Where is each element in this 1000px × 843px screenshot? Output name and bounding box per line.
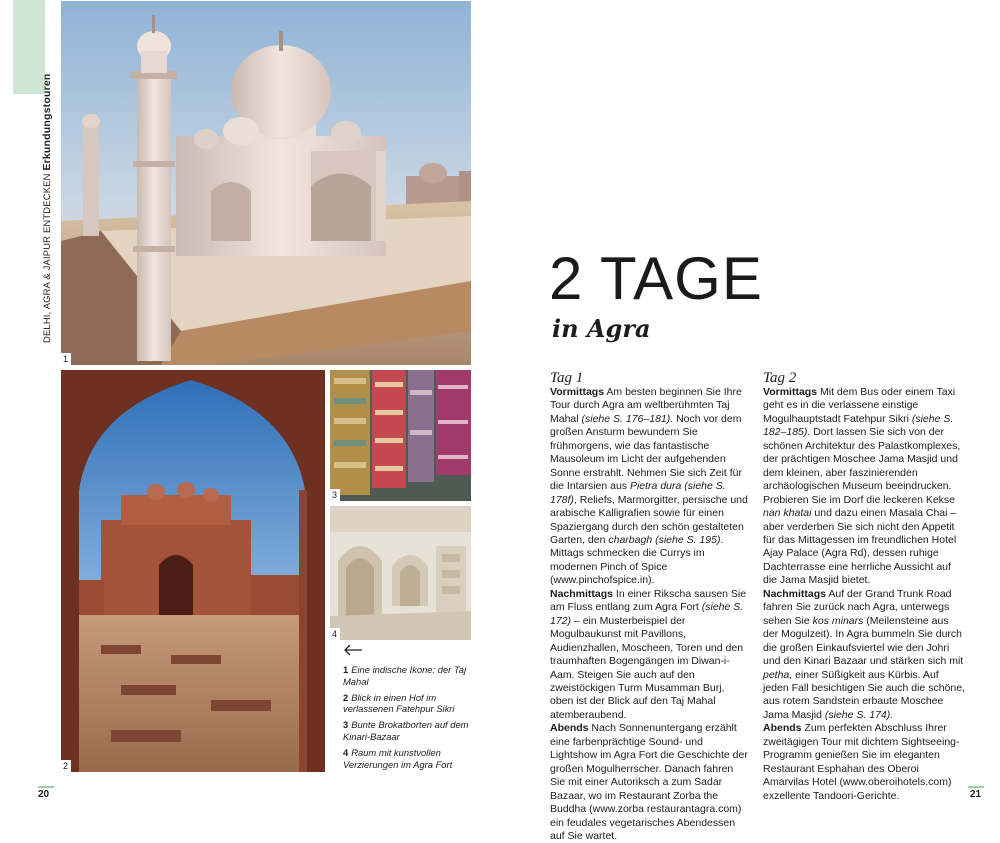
- photo-taj-mahal: [61, 1, 471, 365]
- day2-afternoon: [763, 588, 966, 723]
- day1-morning: [550, 386, 750, 588]
- term-reference: nan khatai: [763, 507, 812, 520]
- page-reference: (siehe S. 182–185).: [763, 412, 954, 439]
- caption-number: 1: [343, 664, 349, 675]
- day1-evening: [550, 722, 750, 843]
- photo-number: 3: [330, 489, 340, 501]
- day1-afternoon-label: Nachmittags: [550, 587, 614, 600]
- day1-title: Tag 1: [550, 370, 584, 386]
- photo-agra-fort-room: [330, 506, 471, 640]
- term-reference: petha,: [763, 668, 793, 681]
- arrow-left-icon: [343, 643, 363, 657]
- page-reference: (siehe S. 172): [550, 601, 744, 627]
- text-run: Auf der Grand Trunk Road fahren Sie zurück nach Agra, unterwegs sehen Sie: [763, 587, 952, 627]
- page-title: 2 TAGE: [549, 245, 763, 312]
- caption-number: 3: [343, 719, 349, 731]
- running-header-region: DELHI, AGRA & JAIPUR ENTDECKEN: [41, 173, 52, 343]
- text-run: Dort lassen Sie sich von der schönen Architektur des Palastkomplexes, der prächtigen Moschee Jama Masjid und dem kleinen, aber faszinierenden archäologischen Museum beeindrucken. Probieren Sie im Dorf die leckeren Kekse: [763, 426, 961, 506]
- photo-number: 1: [61, 353, 71, 365]
- caption-text: Bunte Brokatborten auf dem Kinari-Bazaar: [343, 719, 469, 742]
- text-run: . Mittags schmecken die Currys im modernen Pinch of Spice (www.pinchofspice.in).: [550, 533, 724, 587]
- caption-item: [343, 719, 471, 743]
- day2-afternoon-label: Nachmittags: [763, 587, 827, 600]
- text-run: In einer Rikscha sausen Sie am Fluss entlang zum Agra Fort: [550, 587, 747, 614]
- day2-morning-label: Vormittags: [763, 386, 818, 398]
- day2-title: Tag 2: [763, 370, 797, 386]
- text-run: (Meilensteine aus der Mogulzeit). In Agra bummeln Sie durch die großen Einkaufsviertel wie den Johri und den Kinari Bazaar und stärken sich mit: [763, 614, 964, 668]
- caption-number: 2: [343, 691, 349, 703]
- caption-item: [343, 747, 471, 771]
- day2-morning: [763, 386, 966, 588]
- day2-column: [763, 369, 966, 803]
- text-run: Mit dem Bus oder einem Taxi geht es in die verlassene einstige Mogulhauptstadt Fatehpur Sikri: [763, 386, 956, 425]
- day1-morning-label: Vormittags: [550, 386, 605, 398]
- text-run: und dazu einen Masala Chai – aber verderben Sie sich nicht den Appetit für das Mittagessen im freundlichen Hotel Ajay Palace (Agra Rd), dessen ruhige Dachterrasse eine herrliche Aussicht auf die Jama Masjid bietet.: [763, 507, 957, 587]
- page-number-left: 20: [38, 789, 50, 800]
- folio-rule-left: [38, 786, 54, 788]
- caption-text: Eine indische Ikone: der Taj Mahal: [343, 664, 467, 687]
- photo-fatehpur-sikri: [61, 370, 325, 772]
- text-run: Noch vor dem großen Ansturm bewundern Sie frühmorgens, wie das fantastische Mausoleum im Licht der aufgehenden Sonne erstrahlt. Nehmen Sie sich Zeit für die Intarsien aus: [550, 412, 743, 493]
- day2-evening-label: Abends: [763, 722, 802, 735]
- page-number-right: 21: [970, 789, 982, 800]
- caption-item: [343, 692, 471, 716]
- photo-number: 4: [330, 628, 340, 640]
- day2-evening: [763, 722, 966, 803]
- photo-captions: [343, 664, 471, 774]
- text-run: – ein Musterbeispiel der Mogulbaukunst mit Pavillons, Audienzhallen, Moscheen, Toren und den traumhaften Bogengängen im Diwan-i-Aam. Steigen Sie auch auf den zweistöckigen Turm Musamman Burj, oben ist der Blick auf den Taj Mahal atemberaubend.: [550, 614, 744, 721]
- photo-brocade-trims: [330, 370, 471, 501]
- caption-text: Blick in einen Hof im verlassenen Fatehpur Sikri: [343, 691, 455, 715]
- page-reference: (siehe S. 176–181).: [581, 412, 674, 425]
- term-reference: Pietra dura (siehe S. 178f): [550, 480, 726, 506]
- caption-number: 4: [343, 746, 349, 758]
- text-run: Nach Sonnenuntergang erzählt eine farbenprächtige Sound- und Lightshow im Agra Fort die Geschichte der großen Mogulherrscher. Danach fahren Sie mit einer Autoriksch a zum Sadar Bazaar, wo im Restaurant Zorba the Buddha (www.zorba restaurantagra.com) ein feudales vegetarisches Abendessen auf Sie wartet.: [550, 722, 748, 842]
- page-subtitle: in Agra: [552, 314, 651, 343]
- day1-column: [550, 369, 750, 843]
- running-header: [41, 73, 53, 343]
- caption-text: Raum mit kunstvollen Verzierungen im Agra Fort: [343, 746, 453, 770]
- day1-afternoon: [550, 588, 750, 723]
- text-run: Zum perfekten Abschluss Ihrer zweitägigen Tour mit dichtem Sightseeing-Programm genießen Sie im eleganten Restaurant Esphahan des Oberoi Amarvilas Hotel (www.oberoihotels.com) exzellente Tandoori-Gerichte.: [763, 722, 960, 802]
- page-reference: (siehe S. 174).: [824, 708, 894, 721]
- folio-rule-right: [968, 786, 984, 788]
- day1-evening-label: Abends: [550, 722, 589, 735]
- text-run: einer Süßigkeit aus Kürbis. Auf jeden Fall besichtigen Sie auch die schöne, aus rotem Sandstein erbaute Moschee Jama Masjid: [763, 668, 965, 721]
- text-run: , Reliefs, Marmorgitter, persische und arabische Kalligrafien sowie für einen Spaziergang durch den schön gestalteten Garten, den: [550, 493, 748, 546]
- running-header-section: Erkundungstouren: [41, 73, 53, 171]
- photo-number: 2: [61, 760, 71, 772]
- caption-item: [343, 664, 471, 688]
- text-run: Am besten beginnen Sie Ihre Tour durch Agra am weltberühmten Taj Mahal: [550, 386, 742, 425]
- term-reference: charbagh (siehe S. 195): [608, 533, 721, 546]
- term-reference: kos minars: [812, 614, 864, 627]
